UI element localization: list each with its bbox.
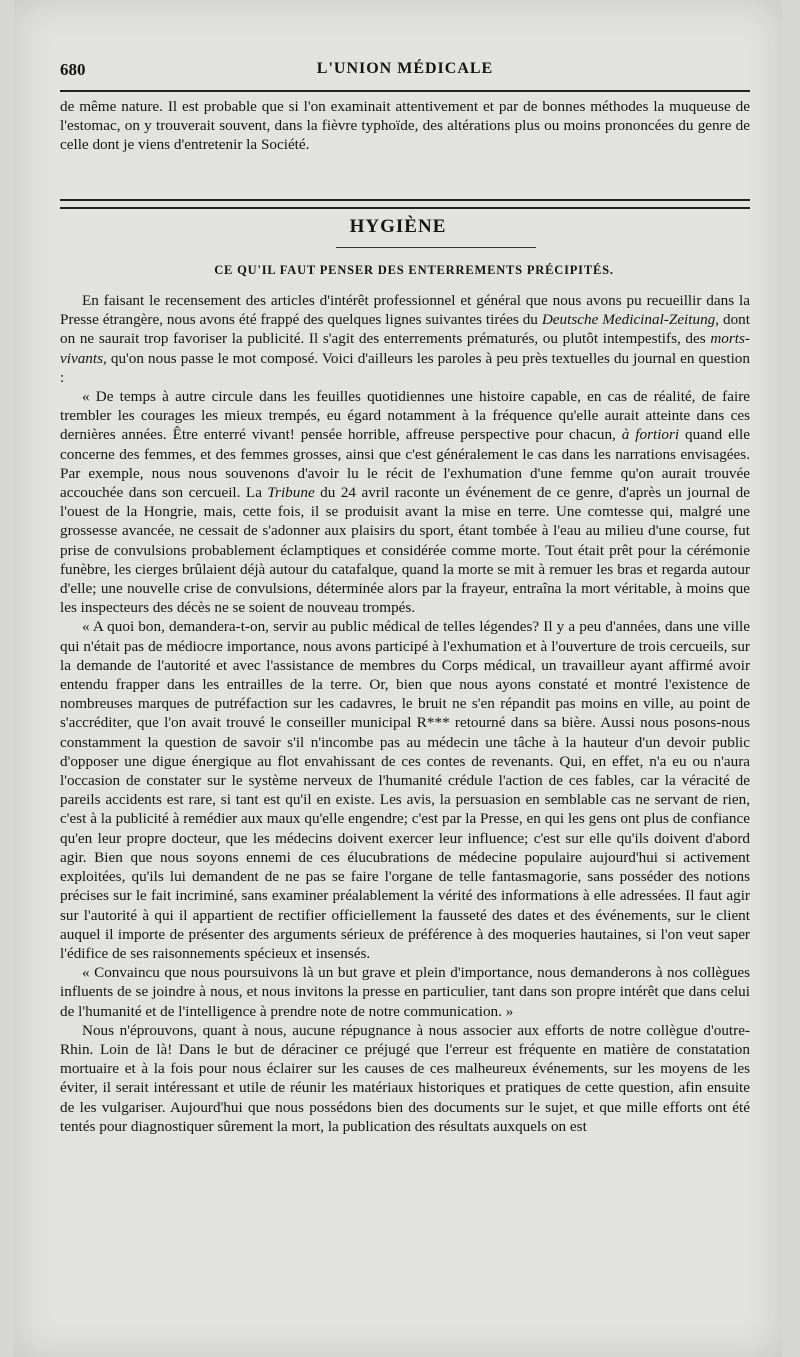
paragraph-2-text-c: du 24 avril raconte un événement de ce genre, d'après un journal de l'ouest de la Hongrie, mais, cette fois, il se produisit avant la mise en terre. Une comtesse qui, malgré une grossesse avancée, ne cessait de s'adonner aux plaisirs du sport, étant tombée à l'eau au milieu d'une course, fut prise de convulsions probablement éclamptiques et considérée comme morte. Tout était prêt pour la cérémonie funèbre, les cierges brûlaient déjà autour du catafalque, quand la morte se mit à remuer les bras et regarda autour d'elle; une nouvelle crise de convulsions, déterminée alors par la frayeur, entraîna la mort véritable, à moins que les inspecteurs des décès ne se soient de nouveau trompés.: [60, 484, 750, 617]
page-number: 680: [60, 60, 86, 79]
paragraph-1-text-c: , qu'on nous passe le mot composé. Voici d'ailleurs les paroles à peu près textuelles du journal en question :: [60, 349, 750, 386]
paragraph-3: « A quoi bon, demandera-t-on, servir au public médical de telles légendes? Il y a peu d'années, dans une ville qui n'était pas de médiocre importance, nous avons participé à l'exhumation et à l'ouverture de trois cercueils, sur la demande de l'autorité et avec l'assistance de membres du Corps médical, un travailleur ayant affirmé avoir entendu frapper dans les entrailles de la terre. Or, bien que nous ayons constaté et montré l'existence de nombreuses marques de putréfaction sur les cadavres, le bruit ne s'en répandit pas moins en ville, au point de s'accréditer, que l'on avait trouvé le conseiller municipal R*** retourné dans sa bière. Aussi nous posons-nous constamment la question de savoir s'il n'incombe pas au médecin une tâche à la hauteur d'un devoir public d'opposer une digue énergique au flot envahissant de ces contes de revenants. Qui, en effet, n'a eu ou n'aura l'occasion de constater sur le système nerveux de l'humanité crédule l'action de ces fables, car la véracité de pareils accidents est rare, si tant est qu'il en existe. Les avis, la persuasion en semblable cas ne servant de rien, c'est à la publicité à remédier aux maux qu'elle engendre; c'est par la Presse, en qui les gens ont plus de confiance qu'en leur propre docteur, que les médecins doivent exercer leur influence; c'est sur elle qu'ils doivent d'abord agir. Bien que nous soyons ennemi de ces élucubrations de médecine populaire aujourd'hui si activement exploitées, qu'ils lui demandent de ne pas se faire l'organe de telle fantasmagorie, sans posséder des notions précises sur le fait incriminé, sans examiner préalablement la vérité des informations à elle adressées. Il faut agir sur l'autorité à qui il appartient de rectifier officiellement la fausseté des dates et des événements, sur le client auquel il importe de présenter des arguments sérieux de préférence à des moqueries hautaines, si l'on veut saper l'édifice de ses raisonnements spécieux et insensés.: [60, 618, 750, 962]
page-header: [60, 56, 750, 82]
newspaper-tribune: Tribune: [267, 484, 315, 502]
paragraph-2-text-b: quand elle concerne des femmes, et des femmes grosses, ainsi que c'est généralement le cas dans les narrations envisagées. Par exemple, nous nous souvenons d'avoir lu le récit de l'exhumation d'une femme qu'on aurait trouvée accouchée dans son cercueil. La: [60, 426, 750, 502]
term-morts-vivants: morts-vivants: [60, 330, 750, 367]
title-rule: [336, 247, 536, 248]
paragraph-5: Nous n'éprouvons, quant à nous, aucune répugnance à nous associer aux efforts de notre collègue d'outre-Rhin. Loin de là! Dans le but de déraciner ce préjugé que l'erreur est fréquente en matière de constatation mortuaire et à la fois pour nous éclairer sur les causes de ces malheureux événements, sur les moyens de les éviter, il serait intéressant et utile de réunir les matériaux historiques et pratiques de cette question, afin ensuite de les vulgariser. Aujourd'hui que nous possédons bien des documents sur le sujet, et que mille efforts ont été tentés pour diagnostiquer sûrement la mort, la publication des résultats auxquels on est: [60, 1021, 750, 1135]
paragraph-2-text-a: « De temps à autre circule dans les feuilles quotidiennes une histoire capable, en cas de réalité, de faire trembler les courages les mieux trempés, eu égard notamment à la fréquence qu'elle aurait atteinte dans ces dernières années. Être enterré vivant! pensée horrible, affreuse perspective pour chacun,: [60, 388, 750, 444]
paragraph-4: « Convaincu que nous poursuivons là un but grave et plein d'importance, nous demanderons à nos collègues influents de se joindre à nous, et nous invitons la presse en particulier, tant dans son propre intérêt que dans celui de l'humanité et de l'intelligence à prendre note de notre communication. »: [60, 964, 750, 1020]
paragraph-1-text-b: , dont on ne saurait trop favoriser la publicité. Il s'agit des enterrements prématurés, ou plutôt intempestifs, des: [60, 311, 750, 348]
document-page: [14, 0, 782, 1357]
section-title: HYGIÈNE: [349, 216, 447, 237]
article-body: [60, 291, 750, 1136]
journal-title: Deutsche Medicinal-Zeitung: [541, 311, 716, 329]
article-subtitle: CE QU'IL FAUT PENSER DES ENTERREMENTS PRÉCIPITÉS.: [214, 263, 614, 277]
paragraph-2: [60, 387, 750, 617]
section-double-rule: [60, 199, 750, 209]
paragraph-1-text-a: En faisant le recensement des articles d'intérêt professionnel et général que nous avons pu recueillir dans la Presse étrangère, nous avons été frappé des quelques lignes suivantes tirées du: [60, 292, 750, 329]
paragraph-1: [60, 291, 750, 387]
intro-text: [60, 97, 750, 155]
term-a-fortiori: à fortiori: [621, 426, 680, 444]
running-head: L'UNION MÉDICALE: [316, 60, 494, 77]
header-rule: [60, 90, 750, 92]
intro-paragraph: de même nature. Il est probable que si l'on examinait attentivement et par de bonnes méthodes la muqueuse de l'estomac, on y trouverait souvent, dans la fièvre typhoïde, des altérations plus ou moins prononcées du genre de celle dont je viens d'entretenir la Société.: [60, 98, 750, 154]
